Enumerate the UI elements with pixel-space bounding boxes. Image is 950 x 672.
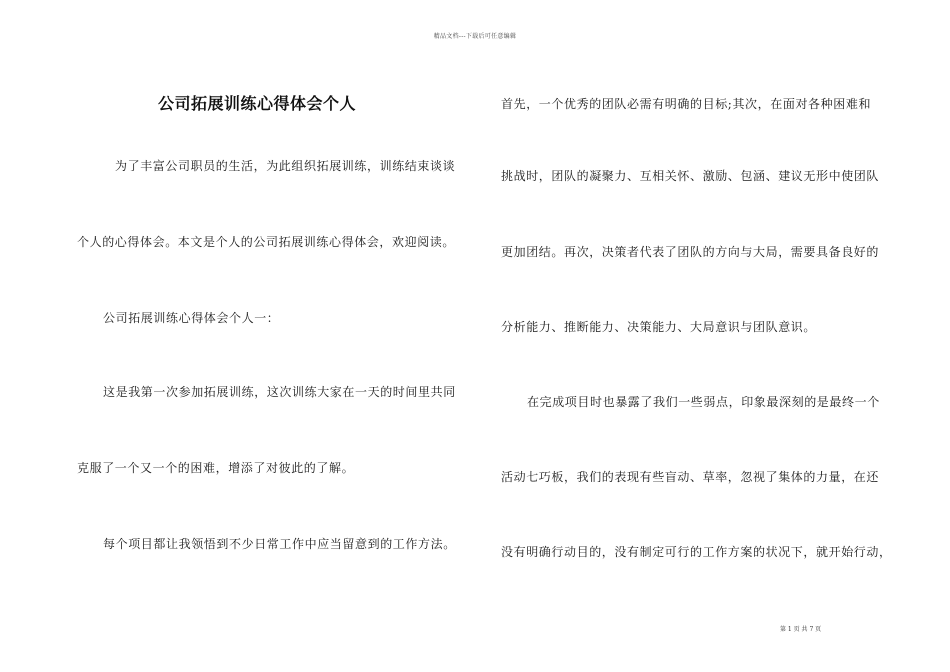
left-section-heading: 公司拓展训练心得体会个人一： [103,311,280,325]
right-paragraph-line: 挑战时，团队的凝聚力、互相关怀、激励、包涵、建议无形中使团队 [501,169,880,183]
left-paragraph-line: 每个项目都让我领悟到不少日常工作中应当留意到的工作方法。 [103,537,456,551]
right-paragraph-line: 分析能力、推断能力、决策能力、大局意识与团队意识。 [501,320,817,334]
left-paragraph-line: 克服了一个又一个的困难，增添了对彼此的了解。 [77,461,355,475]
right-paragraph-line: 在完成项目时也暴露了我们一些弱点，印象最深刻的是最终一个 [527,395,880,409]
document-title: 公司拓展训练心得体会个人 [158,94,357,113]
left-paragraph-line: 个人的心得体会。本文是个人的公司拓展训练心得体会，欢迎阅读。 [77,235,456,249]
right-paragraph-line: 首先，一个优秀的团队必需有明确的目标;其次，在面对各种困难和 [501,97,872,111]
left-paragraph-line: 这是我第一次参加拓展训练，这次训练大家在一天的时间里共同 [103,385,456,399]
right-paragraph-line: 更加团结。再次，决策者代表了团队的方向与大局，需要具备良好的 [501,245,880,259]
right-paragraph-line: 没有明确行动目的，没有制定可行的工作方案的状况下，就开始行动， [501,545,892,559]
right-paragraph-line: 活动七巧板，我们的表现有些盲动、草率，忽视了集体的力量，在还 [501,470,880,484]
left-paragraph-line: 为了丰富公司职员的生活，为此组织拓展训练，训练结束谈谈 [115,159,456,173]
page-number: 第 1 页 共 7 页 [780,626,822,633]
page-header: 精品文档---下载后可任意编辑 [433,33,517,40]
